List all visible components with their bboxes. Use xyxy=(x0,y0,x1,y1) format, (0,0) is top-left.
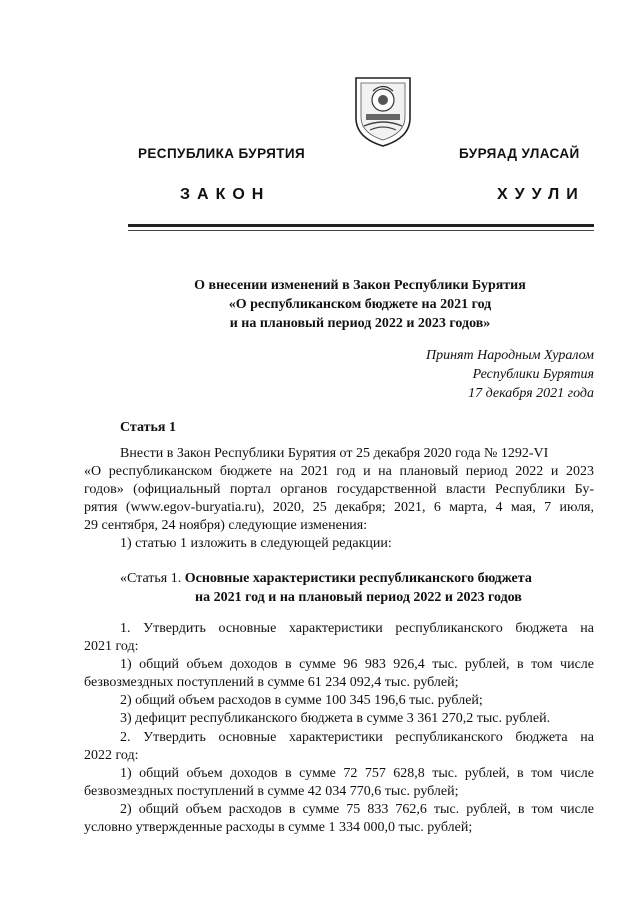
sub-article-title: Основные характеристики республиканского бюджета xyxy=(184,571,532,586)
text-line: годов» (официальный портал органов государственной власти Республики Бу- xyxy=(84,482,594,498)
text-line: 1. Утвердить основные характеристики республиканского бюджета на xyxy=(120,621,594,636)
text-line: 29 сентября, 24 ноября) следующие изменения: xyxy=(84,518,368,534)
adoption-line: Принят Народным Хуралом xyxy=(425,348,594,363)
text-line: 2. Утвердить основные характеристики республиканского бюджета на xyxy=(120,729,594,745)
law-label-russian: ЗАКОН xyxy=(180,186,271,203)
budget-items xyxy=(84,620,594,837)
text-line: 2021 год: xyxy=(84,639,139,655)
republic-name-russian: РЕСПУБЛИКА БУРЯТИЯ xyxy=(138,146,306,161)
text-line: Внести в Закон Республики Бурятия от 25 декабря 2020 года № 1292-VI xyxy=(120,446,549,461)
article-heading: Статья 1 xyxy=(120,420,176,435)
text-line: условно утвержденные расходы в сумме 1 334 000,0 тыс. рублей; xyxy=(84,820,473,836)
text-line: 1) общий объем доходов в сумме 96 983 926,4 тыс. рублей, в том числе xyxy=(120,657,594,673)
text-line: рятия (www.egov-buryatia.ru), 2020, 25 декабря; 2021, 6 марта, 4 мая, 7 июля, xyxy=(84,500,594,516)
text-line: 3) дефицит республиканского бюджета в сумме 3 361 270,2 тыс. рублей. xyxy=(120,711,551,727)
text-line: «О республиканском бюджете на 2021 год и на плановый период 2022 и 2023 xyxy=(84,464,594,480)
republic-name-buryat: БУРЯАД УЛАСАЙ xyxy=(459,146,580,161)
header-rule-thin xyxy=(128,230,594,231)
intro-paragraph xyxy=(84,445,594,554)
text-line: 2) общий объем расходов в сумме 75 833 762,6 тыс. рублей, в том числе xyxy=(120,801,594,817)
text-line: 1) статью 1 изложить в следующей редакции: xyxy=(120,536,392,552)
adoption-note xyxy=(426,346,594,403)
sub-article-heading xyxy=(120,569,600,607)
law-title-line: «О республиканском бюджете на 2021 год xyxy=(228,297,492,312)
law-label-buryat: ХУУЛИ xyxy=(497,186,585,203)
sub-article-title: на 2021 год и на плановый период 2022 и 2023 годов xyxy=(195,590,522,605)
adoption-line: Республики Бурятия xyxy=(472,367,594,382)
adoption-date: 17 декабря 2021 года xyxy=(468,386,594,401)
coat-of-arms-emblem xyxy=(352,74,414,148)
text-line: безвозмездных поступлений в сумме 61 234 092,4 тыс. рублей; xyxy=(84,675,459,691)
law-title xyxy=(60,276,640,333)
sub-article-prefix: «Статья 1. xyxy=(120,571,185,586)
law-title-line: О внесении изменений в Закон Республики Бурятия xyxy=(194,278,526,293)
text-line: 2) общий объем расходов в сумме 100 345 196,6 тыс. рублей; xyxy=(120,693,483,709)
law-title-line: и на плановый период 2022 и 2023 годов» xyxy=(229,316,491,331)
header-rule-thick xyxy=(128,224,594,227)
text-line: 2022 год: xyxy=(84,747,139,763)
text-line: безвозмездных поступлений в сумме 42 034 770,6 тыс. рублей; xyxy=(84,783,459,799)
text-line: 1) общий объем доходов в сумме 72 757 628,8 тыс. рублей, в том числе xyxy=(120,765,594,781)
